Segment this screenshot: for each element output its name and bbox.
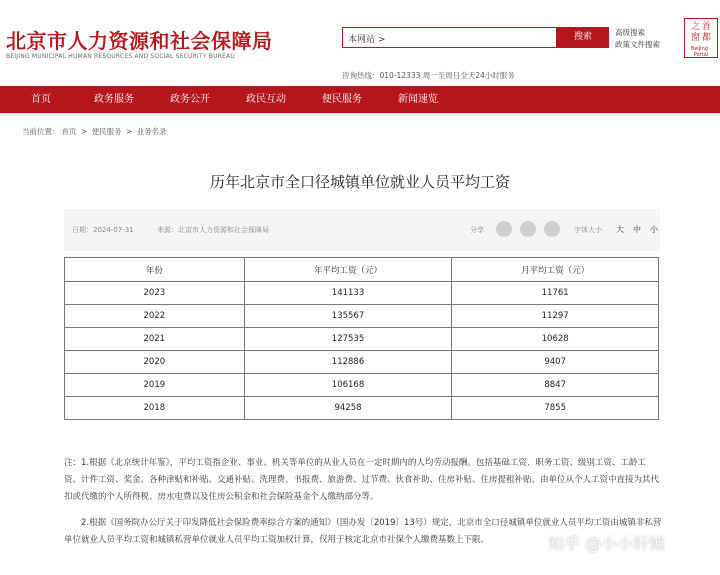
seal-char: 都 <box>702 33 712 43</box>
hotline-text: 咨询热线：010-12333 周一至周日全天24小时服务 <box>342 71 515 80</box>
breadcrumb-separator: > <box>125 127 133 136</box>
capital-window-seal-logo[interactable] <box>684 18 718 58</box>
table-cell: 10628 <box>452 328 659 351</box>
policy-search-link[interactable]: 政策文件搜索 <box>615 40 660 49</box>
wage-table <box>64 257 659 420</box>
seal-subtitle: Beijing · Portal <box>690 46 712 58</box>
table-cell: 2021 <box>65 328 245 351</box>
table-cell: 2022 <box>65 305 245 328</box>
column-header-year: 年份 <box>65 258 245 282</box>
table-cell: 7855 <box>452 397 659 420</box>
page-title: 历年北京市全口径城镇单位就业人员平均工资 <box>209 173 510 191</box>
table-row <box>65 305 659 328</box>
share-qzone-icon[interactable] <box>544 221 560 237</box>
table-cell: 112886 <box>244 351 452 374</box>
seal-char: 之 <box>690 22 700 32</box>
table-cell: 2018 <box>65 397 245 420</box>
table-cell: 127535 <box>244 328 452 351</box>
table-cell: 2019 <box>65 374 245 397</box>
table-cell: 141133 <box>244 282 452 305</box>
breadcrumb-home[interactable]: 首页 <box>61 127 77 136</box>
nav-item-public-services[interactable]: 便民服务 <box>322 94 362 105</box>
main-nav <box>0 86 720 113</box>
table-cell: 2023 <box>65 282 245 305</box>
nav-item-home[interactable]: 首页 <box>31 94 51 105</box>
site-logo-subtitle: BEIJING MUNICIPAL HUMAN RESOURCES AND SOCIAL SECURITY BUREAU <box>6 53 235 60</box>
table-row <box>65 397 659 420</box>
zhihu-watermark: 知乎 @小小轩辕 <box>548 534 666 553</box>
nav-shadow <box>0 113 720 117</box>
table-cell: 8847 <box>452 374 659 397</box>
nav-item-interaction[interactable]: 政民互动 <box>246 94 286 105</box>
search-links <box>615 27 660 51</box>
table-cell: 9407 <box>452 351 659 374</box>
font-size-label: 字体大小 <box>574 226 602 234</box>
breadcrumb-business-list[interactable]: 业务名录 <box>136 127 167 136</box>
table-header-row <box>65 258 659 282</box>
breadcrumb-public-services[interactable]: 便民服务 <box>91 127 122 136</box>
table-row <box>65 351 659 374</box>
publish-date: 日期：2024-07-31 <box>72 226 134 234</box>
nav-item-gov-services[interactable]: 政务服务 <box>94 94 134 105</box>
table-cell: 11761 <box>452 282 659 305</box>
breadcrumb-prefix: 当前位置： <box>22 127 60 136</box>
table-cell: 2020 <box>65 351 245 374</box>
breadcrumb <box>22 126 169 137</box>
seal-char: 窗 <box>690 33 700 43</box>
search-button[interactable]: 搜索 <box>557 27 609 48</box>
seal-char: 首 <box>702 22 712 32</box>
column-header-annual-wage: 年平均工资（元） <box>244 258 452 282</box>
advanced-search-link[interactable]: 高级搜索 <box>615 28 645 37</box>
search-input[interactable]: 本网站 > <box>342 27 557 48</box>
font-size-medium[interactable]: 中 <box>633 225 641 234</box>
table-cell: 135567 <box>244 305 452 328</box>
font-size-small[interactable]: 小 <box>650 225 658 234</box>
note-2: 2.根据《国务院办公厅关于印发降低社会保险费率综合方案的通知》（国办发〔2019〕13号）规定，北京市全口径城镇单位就业人员平均工资由城镇非私营单位就业人员平均工资和城镇私营单位就业人员平均工资加权计算，仅用于核定北京市社保个人缴费基数上下限。 <box>64 518 662 545</box>
breadcrumb-separator: > <box>80 127 88 136</box>
nav-item-gov-disclosure[interactable]: 政务公开 <box>170 94 210 105</box>
table-cell: 11297 <box>452 305 659 328</box>
article-meta-bar <box>64 209 660 251</box>
table-cell: 106168 <box>244 374 452 397</box>
site-logo-title[interactable]: 北京市人力资源和社会保障局 <box>6 29 273 53</box>
nav-item-news[interactable]: 新闻速览 <box>398 94 438 105</box>
column-header-monthly-wage: 月平均工资（元） <box>452 258 659 282</box>
article-source: 来源：北京市人力资源和社会保障局 <box>157 226 269 234</box>
share-wechat-icon[interactable] <box>496 221 512 237</box>
share-label: 分享 <box>470 226 484 234</box>
table-row <box>65 328 659 351</box>
table-row <box>65 282 659 305</box>
table-cell: 94258 <box>244 397 452 420</box>
font-size-large[interactable]: 大 <box>616 225 624 234</box>
share-weibo-icon[interactable] <box>520 221 536 237</box>
site-header <box>0 0 720 86</box>
note-1: 注：1.根据《北京统计年鉴》，平均工资指企业、事业、机关等单位的从业人员在一定时期内的人均劳动报酬。包括基础工资、职务工资、级别工资、工龄工资、计件工资、奖金、各种津贴和补贴、交通补贴、洗理费、书报费、旅游费、过节费、伙食补助、住房补贴、住房提租补贴、由单位从个人工资中直接为其代扣或代缴的个人所得税、房水电费以及住房公积金和社会保险基金个人缴纳部分等。 <box>64 458 660 502</box>
table-row <box>65 374 659 397</box>
